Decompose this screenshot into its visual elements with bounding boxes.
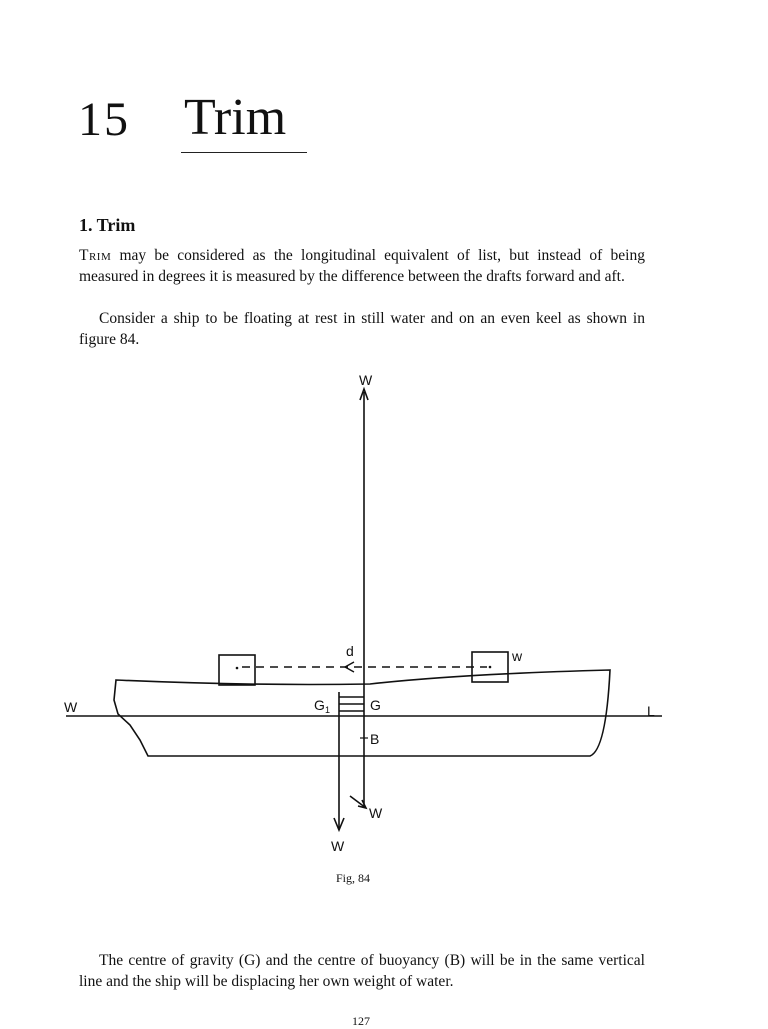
label-small-w: w: [512, 648, 523, 664]
weight-forward-dot: [489, 666, 492, 669]
weight-aft-dot: [236, 667, 239, 670]
chapter-title: Trim: [184, 89, 287, 146]
trim-diagram-figure-84: [0, 360, 768, 860]
paragraph-1-text: may be considered as the longitudinal equivalent of list, but instead of being measured in degrees it is measured by the difference between the drafts forward and aft.: [79, 247, 645, 285]
page-number: 127: [352, 1014, 370, 1028]
label-w-bottom-right: W: [369, 805, 383, 821]
weight-aft-box: [219, 655, 255, 685]
ship-hull: [114, 670, 610, 756]
label-d: d: [346, 643, 354, 659]
shift-arrow-head: [345, 662, 354, 672]
label-g1: G: [314, 697, 325, 713]
label-b: B: [370, 731, 380, 747]
paragraph-3: The centre of gravity (G) and the centre of buoyancy (B) will be in the same vertical line and the ship will be displacing her own weight of water.: [79, 952, 645, 990]
figure-caption: Fig, 84: [336, 871, 371, 885]
title-underline: [181, 152, 307, 153]
chapter-number: 15: [78, 93, 130, 146]
label-w-bottom-left: W: [331, 838, 345, 854]
label-g: G: [370, 697, 381, 713]
label-g1-subscript: 1: [325, 705, 331, 715]
label-w-left: W: [64, 699, 78, 715]
label-w-top: W: [359, 372, 373, 388]
paragraph-1-lead: Trim: [79, 247, 112, 264]
section-heading: 1. Trim: [79, 215, 136, 235]
paragraph-1: [79, 245, 645, 287]
paragraph-2: Consider a ship to be floating at rest in still water and on an even keel as shown in figure 84.: [79, 310, 645, 348]
label-l-right: L: [647, 703, 655, 719]
